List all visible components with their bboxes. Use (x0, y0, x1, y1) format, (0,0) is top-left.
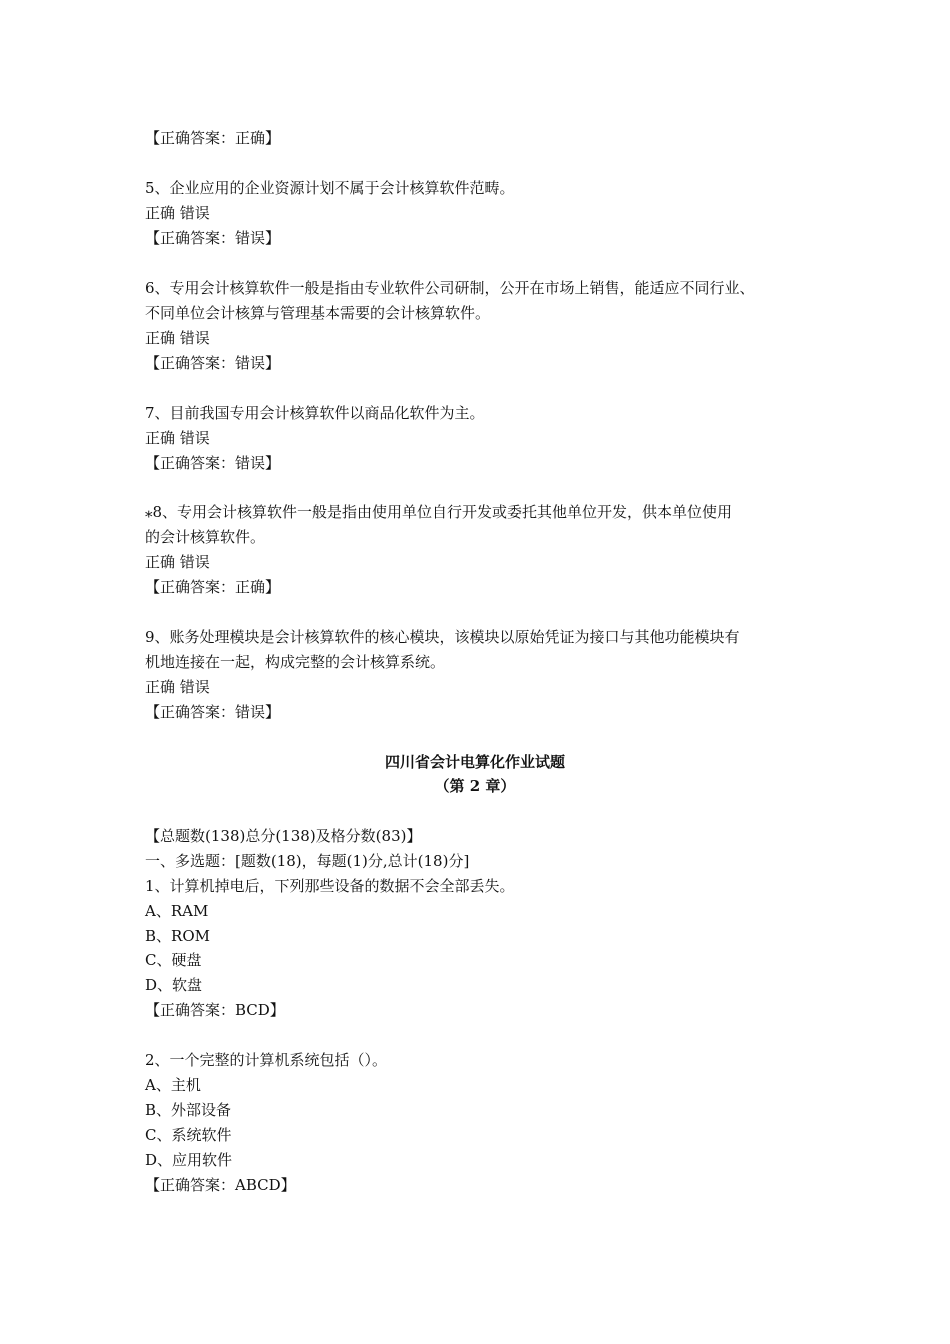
question-7-answer: 【正确答案：错误】 (145, 454, 281, 472)
question-6-options: 正确 错误 (145, 329, 210, 347)
mc-question-1: 1、计算机掉电后，下列那些设备的数据不会全部丢失。 (145, 877, 515, 895)
question-9-line2: 机地连接在一起，构成完整的会计核算系统。 (145, 653, 446, 671)
summary-line: 【总题数(138)总分(138)及格分数(83)】 (145, 827, 422, 845)
mc-2-option-c: C、系统软件 (145, 1126, 232, 1144)
question-6-line2: 不同单位会计核算与管理基本需要的会计核算软件。 (145, 304, 491, 322)
mc-question-2: 2、一个完整的计算机系统包括（）。 (145, 1051, 388, 1069)
part-heading: 一、多选题：[题数(18)，每题(1)分,总计(18)分] (145, 852, 470, 870)
question-8-answer: 【正确答案：正确】 (145, 578, 281, 596)
mc-2-option-a: A、主机 (145, 1076, 201, 1094)
question-8-line1: ⁎8、专用会计核算软件一般是指由使用单位自行开发或委托其他单位开发，供本单位使用 (145, 503, 733, 521)
question-8-line2: 的会计核算软件。 (145, 528, 266, 546)
mc-1-option-b: B、ROM (145, 927, 210, 945)
question-5: 5、企业应用的企业资源计划不属于会计核算软件范畴。 (145, 179, 515, 197)
question-7: 7、目前我国专用会计核算软件以商品化软件为主。 (145, 404, 485, 422)
question-5-answer: 【正确答案：错误】 (145, 229, 281, 247)
section-subtitle: （第 2 章） (434, 777, 516, 795)
question-7-options: 正确 错误 (145, 429, 210, 447)
answer-line: 【正确答案：正确】 (145, 129, 281, 147)
mc-2-answer: 【正确答案：ABCD】 (145, 1176, 296, 1194)
mc-2-option-b: B、外部设备 (145, 1101, 232, 1119)
question-8-options: 正确 错误 (145, 553, 210, 571)
question-9-line1: 9、账务处理模块是会计核算软件的核心模块，该模块以原始凭证为接口与其他功能模块有 (145, 628, 740, 646)
mc-1-answer: 【正确答案：BCD】 (145, 1001, 285, 1019)
section-title: 四川省会计电算化作业试题 (384, 753, 565, 771)
question-9-answer: 【正确答案：错误】 (145, 703, 281, 721)
question-9-options: 正确 错误 (145, 678, 210, 696)
question-5-options: 正确 错误 (145, 204, 210, 222)
question-6-line1: 6、专用会计核算软件一般是指由专业软件公司研制，公开在市场上销售，能适应不同行业、 (145, 279, 755, 297)
mc-1-option-d: D、软盘 (145, 976, 203, 994)
mc-1-option-a: A、RAM (145, 902, 209, 920)
mc-2-option-d: D、应用软件 (145, 1151, 233, 1169)
mc-1-option-c: C、硬盘 (145, 951, 202, 969)
question-6-answer: 【正确答案：错误】 (145, 354, 281, 372)
